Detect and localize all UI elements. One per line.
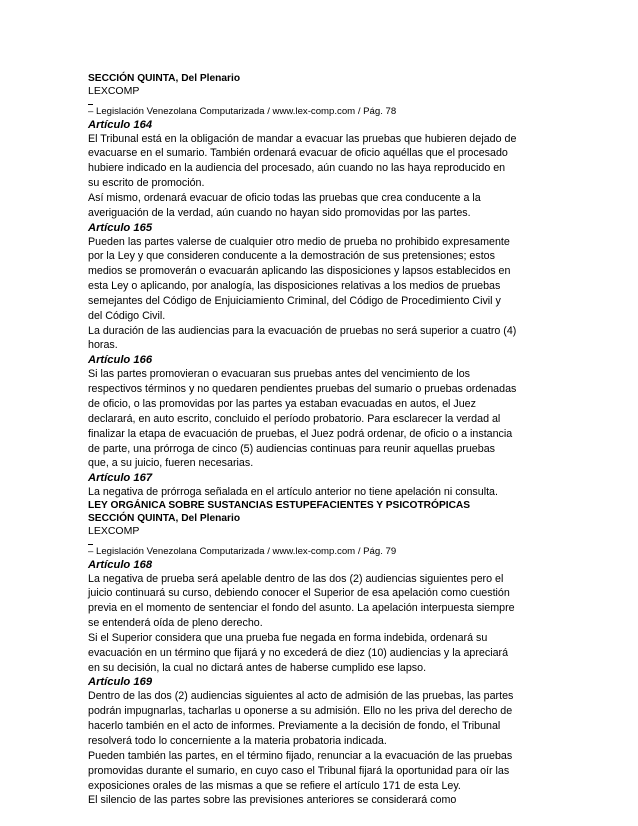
article-heading: Artículo 164 <box>88 118 153 131</box>
text-line: evacuación en un término que fijará y no excederá de diez (10) audiencias y la apreciará <box>88 646 509 659</box>
text-line: promovidas durante el sumario, en cuyo caso el Tribunal fijará la oportunidad para oír las <box>88 764 510 777</box>
text-line: La negativa de prueba será apelable dentro de las dos (2) audiencias siguientes pero el <box>88 572 504 585</box>
text-line: El Tribunal está en la obligación de mandar a evacuar las pruebas que hubieren dejado de <box>88 132 517 145</box>
text-line: resolverá todo lo concerniente a la materia probatoria indicada. <box>88 735 387 747</box>
text-line: averiguación de la verdad, aún cuando no hayan sido promovidas por las partes. <box>88 206 471 219</box>
text-line: Pueden las partes valerse de cualquier otro medio de prueba no prohibido expresamente <box>88 235 510 248</box>
text-line: por la Ley y que consideren conducente a la demostración de sus pretensiones; estos <box>88 250 495 263</box>
text-line: La duración de las audiencias para la evacuación de pruebas no será superior a cuatro (4) <box>88 324 517 337</box>
page-footer: – Legislación Venezolana Computarizada / www.lex-comp.com / Pág. 79 <box>88 545 397 557</box>
text-line: podrán impugnarlas, tacharlas u oponerse a su admisión. Ello no les priva del derecho de <box>88 705 513 718</box>
text-line: Si el Superior considera que una prueba fue negada en forma indebida, ordenará su <box>88 631 488 644</box>
text-line: evacuarse en el sumario. También ordenará evacuar de oficio aquéllas que el procesado <box>88 147 508 160</box>
text-line: del Código Civil. <box>88 309 166 322</box>
footnote-rule <box>88 544 93 545</box>
publisher-name: LEXCOMP <box>88 525 140 538</box>
text-line: su escrito de promoción. <box>88 177 205 190</box>
text-line: Pueden también las partes, en el término fijado, renunciar a la evacuación de las pruebas <box>88 749 513 762</box>
article-heading: Artículo 168 <box>88 558 153 571</box>
text-line: declarará, en auto escrito, concluido el período probatorio. Para esclarecer la verdad al <box>88 412 501 425</box>
article-body <box>88 572 556 676</box>
article-heading: Artículo 165 <box>88 221 153 234</box>
text-line: que, a su juicio, fueren necesarias. <box>88 457 254 470</box>
text-line: horas. <box>88 339 118 352</box>
text-line: hubiere indicado en la audiencia del procesado, aún cuando no las haya reproducido en <box>88 162 506 175</box>
text-line: hacerlo también en el acto de informes. Previamente a la decisión de fondo, el Tribunal <box>88 720 501 733</box>
text-line: Si las partes promovieran o evacuaran sus pruebas antes del vencimiento de los <box>88 368 470 381</box>
article-heading: Artículo 166 <box>88 354 153 367</box>
text-line: exposiciones orales de las mismas a que se refiere el artículo 171 de esta Ley. <box>88 779 461 792</box>
text-line: en su decisión, la cual no dictará antes de haberse cumplido ese lapso. <box>88 661 427 674</box>
text-line: La negativa de prórroga señalada en el artículo anterior no tiene apelación ni consulta. <box>88 486 498 499</box>
text-line: El silencio de las partes sobre las previsiones anteriores se considerará como <box>88 794 457 807</box>
publisher-name: LEXCOMP <box>88 85 140 97</box>
section-title: SECCIÓN QUINTA, Del Plenario <box>88 513 241 525</box>
article-body <box>88 132 556 221</box>
text-line: respectivos términos y no quedaren pendientes pruebas del sumario o pruebas ordenadas <box>88 383 517 396</box>
article-body <box>88 689 556 808</box>
text-line: previa en el momento de sentenciar el fondo del asunto. La apelación interpuesta siempre <box>88 602 515 615</box>
text-line: esta Ley o aplicando, por analogía, las disposiciones relativas a los medios de pruebas <box>88 280 501 293</box>
article-body <box>88 235 556 354</box>
article-body <box>88 485 556 500</box>
text-line: semejantes del Código de Enjuiciamiento Criminal, del Código de Procedimiento Civil y <box>88 294 501 307</box>
text-line: Así mismo, ordenará evacuar de oficio todas las pruebas que crea conducente a la <box>88 191 481 204</box>
article-heading: Artículo 167 <box>88 472 153 485</box>
text-line: Dentro de las dos (2) audiencias siguientes al acto de admisión de las pruebas, las partes <box>88 690 514 703</box>
text-line: de parte, una prórroga de cinco (5) audiencias continuas para reunir aquellas pruebas <box>88 442 495 455</box>
text-line: medios se promoverán o evacuarán aplicando las disposiciones y lapsos establecidos en <box>88 265 511 278</box>
text-line: se entenderá oída de pleno derecho. <box>88 617 263 630</box>
article-heading: Artículo 169 <box>88 676 153 689</box>
page-footer: – Legislación Venezolana Computarizada / www.lex-comp.com / Pág. 78 <box>88 105 397 117</box>
section-title: SECCIÓN QUINTA, Del Plenario <box>88 73 241 84</box>
footnote-rule <box>88 104 93 105</box>
text-line: finalizar la etapa de evacuación de pruebas, el Juez podrá ordenar, de oficio o a instancia <box>88 427 513 440</box>
law-title: LEY ORGÁNICA SOBRE SUSTANCIAS ESTUPEFACIENTES Y PSICOTRÓPICAS <box>88 500 471 512</box>
text-line: juicio continuará su curso, debiendo conocer el Superior de esa apelación como cuestión <box>88 587 510 600</box>
article-body <box>88 367 556 471</box>
text-line: de oficio, o las promovidas por las partes ya estaban evacuadas en autos, el Juez <box>88 398 476 410</box>
document-page <box>88 72 556 808</box>
